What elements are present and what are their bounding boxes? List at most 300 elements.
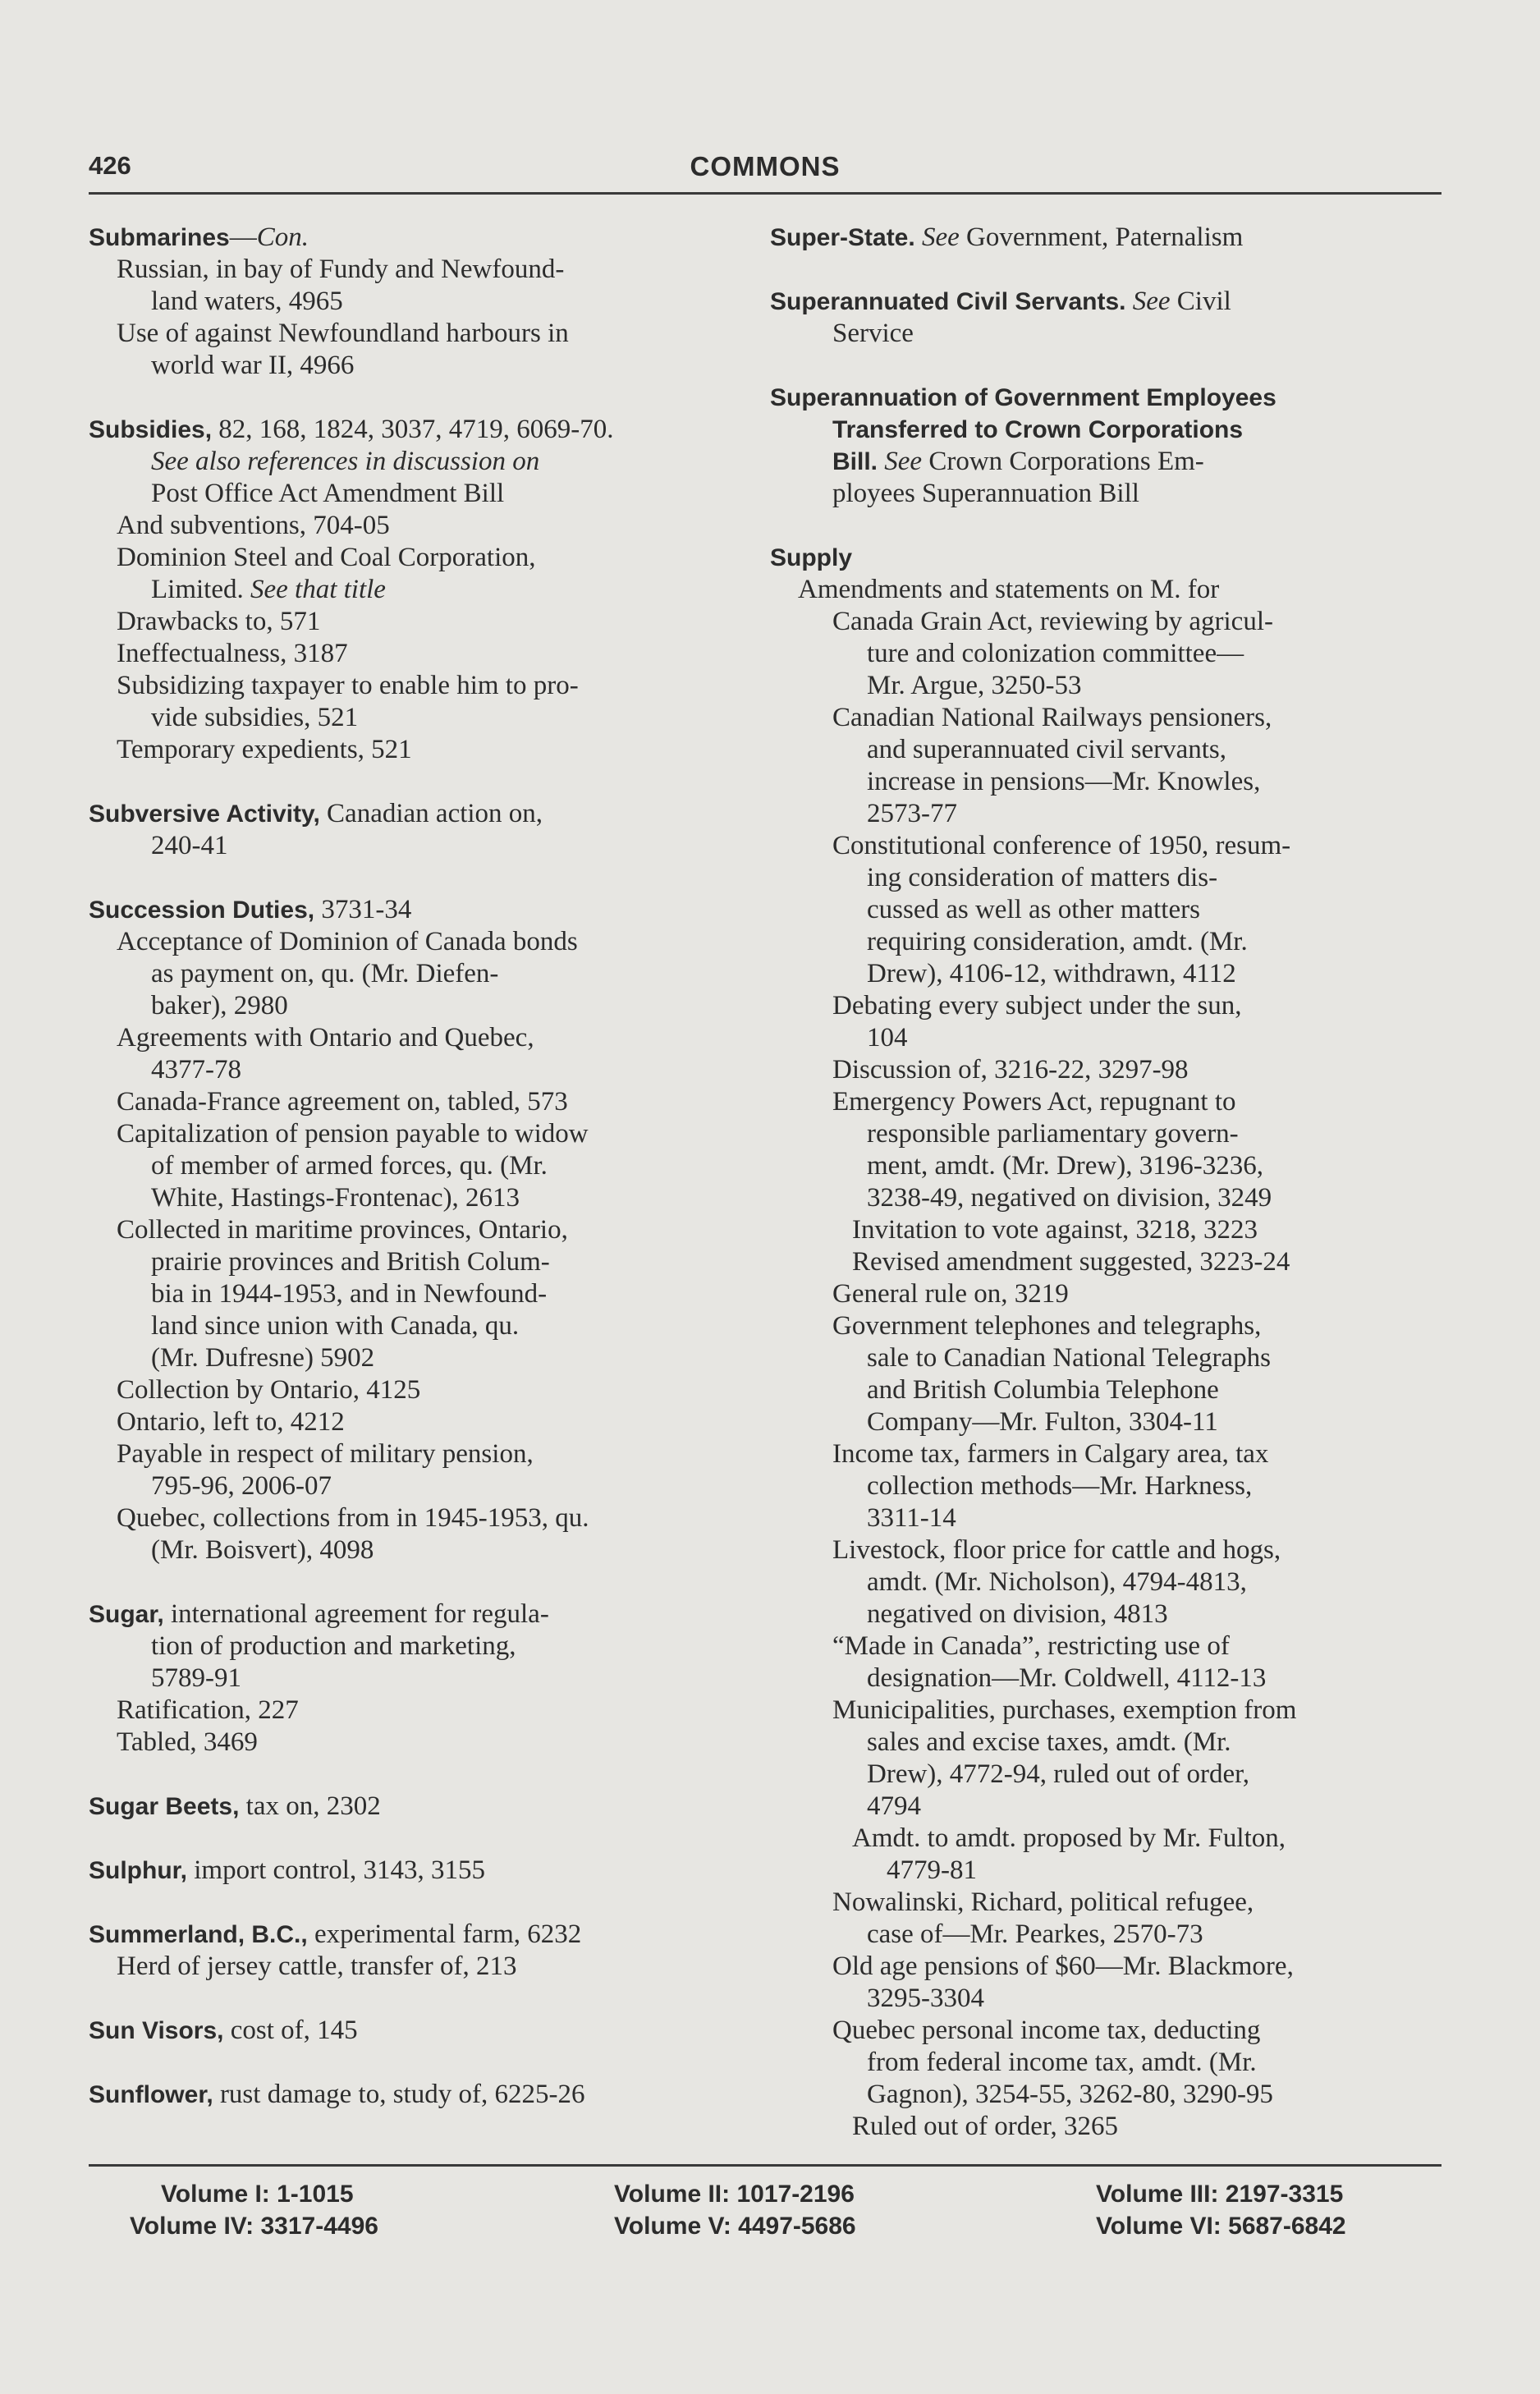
- entry-text: 240-41: [151, 831, 228, 860]
- entry-text: requiring consideration, amdt. (Mr.: [867, 927, 1248, 956]
- entry-spacer: [89, 766, 752, 798]
- entry-text: increase in pensions—Mr. Knowles,: [867, 767, 1261, 796]
- entry-text: Amdt. to amdt. proposed by Mr. Fulton,: [852, 1823, 1286, 1853]
- index-subentry: [117, 1374, 752, 1406]
- entry-line: [867, 1791, 1441, 1823]
- entry-line: [117, 254, 752, 286]
- entry-text: sale to Canadian National Telegraphs: [867, 1343, 1271, 1373]
- index-subentry: [117, 1695, 752, 1727]
- entry-text: 2573-77: [867, 799, 957, 828]
- entry-line: [117, 318, 752, 350]
- entry-line: [151, 1310, 752, 1342]
- entry-line: [117, 606, 752, 638]
- index-subentry: [117, 1086, 752, 1118]
- entry-spacer: [89, 1887, 752, 1919]
- entry-text: Constitutional conference of 1950, resum-: [832, 831, 1291, 860]
- index-subentry: [832, 2015, 1441, 2111]
- entry-text: sales and excise taxes, amdt. (Mr.: [867, 1727, 1231, 1757]
- entry-line: [867, 766, 1441, 798]
- entry-spacer: [89, 1759, 752, 1791]
- entry-text: Gagnon), 3254-55, 3262-80, 3290-95: [867, 2080, 1273, 2109]
- entry-text: land since union with Canada, qu.: [151, 1311, 520, 1341]
- volume-label: Volume III: 2197-3315: [1096, 2181, 1344, 2208]
- entry-heading: Superannuation of Government Employees: [770, 384, 1276, 411]
- entry-line: [89, 2079, 752, 2111]
- entry-line: [151, 702, 752, 734]
- index-column-right: [770, 222, 1441, 2143]
- index-heading-entry: [770, 382, 1441, 510]
- entry-text: international agreement for regula-: [163, 1599, 549, 1629]
- entry-text: [1125, 287, 1132, 316]
- entry-text: 4377-78: [151, 1055, 241, 1085]
- entry-line: [867, 1182, 1441, 1214]
- entry-text: Quebec personal income tax, deducting: [832, 2016, 1261, 2045]
- entry-text: Service: [832, 319, 914, 348]
- entry-text: amdt. (Mr. Nicholson), 4794-4813,: [867, 1567, 1247, 1597]
- index-heading-entry: [89, 2015, 752, 2047]
- entry-text: Discussion of, 3216-22, 3297-98: [832, 1055, 1189, 1085]
- entry-text: Government, Paternalism: [959, 222, 1244, 252]
- entry-heading: Submarines: [89, 224, 230, 251]
- entry-line: [151, 350, 752, 382]
- entry-line: [151, 1278, 752, 1310]
- index-subentry: [117, 1406, 752, 1438]
- entry-text: designation—Mr. Coldwell, 4112-13: [867, 1663, 1267, 1693]
- entry-line: [867, 1727, 1441, 1759]
- entry-line: [832, 1534, 1441, 1566]
- entry-spacer: [89, 2047, 752, 2079]
- entry-line: [867, 1662, 1441, 1695]
- entry-heading: Supply: [770, 544, 853, 571]
- entry-line: [867, 1022, 1441, 1054]
- entry-line: [117, 1214, 752, 1246]
- entry-text: and British Columbia Telephone: [867, 1375, 1219, 1405]
- entry-line: [151, 1534, 752, 1566]
- entry-line: [867, 638, 1441, 670]
- index-subentry: [832, 1887, 1441, 1951]
- entry-line: [151, 446, 752, 478]
- entry-spacer: [89, 1983, 752, 2015]
- entry-text: 5789-91: [151, 1663, 241, 1693]
- entry-line: [151, 1150, 752, 1182]
- entry-line: [867, 1118, 1441, 1150]
- entry-text: Collected in maritime provinces, Ontario,: [117, 1215, 568, 1245]
- index-subentry: [832, 1695, 1441, 1823]
- entry-line: [832, 2015, 1441, 2047]
- entry-heading: Sugar,: [89, 1601, 164, 1628]
- entry-text: baker), 2980: [151, 991, 288, 1020]
- entry-line: [117, 1502, 752, 1534]
- page-number: 426: [89, 151, 131, 180]
- entry-line: [867, 1406, 1441, 1438]
- entry-line: [832, 1951, 1441, 1983]
- index-subentry: [117, 638, 752, 670]
- entry-spacer: [89, 862, 752, 894]
- entry-line: [887, 1855, 1441, 1887]
- index-subentry: [117, 1118, 752, 1214]
- index-column-left: [89, 222, 752, 2111]
- entry-text: Government telephones and telegraphs,: [832, 1311, 1262, 1341]
- index-heading-entry: [89, 1598, 752, 1695]
- entry-line: [89, 414, 752, 446]
- index-subentry: [117, 926, 752, 1022]
- index-subentry: [832, 1054, 1441, 1086]
- entry-text: Russian, in bay of Fundy and Newfound-: [117, 255, 565, 284]
- entry-heading: Summerland, B.C.,: [89, 1921, 308, 1948]
- entry-line: [867, 1919, 1441, 1951]
- entry-text: General rule on, 3219: [832, 1279, 1069, 1309]
- entry-line: [89, 1919, 752, 1951]
- entry-text: Subsidizing taxpayer to enable him to pro-: [117, 671, 579, 700]
- entry-text: cussed as well as other matters: [867, 895, 1200, 924]
- entry-text: Capitalization of pension payable to widow: [117, 1119, 589, 1149]
- entry-text: [915, 222, 922, 252]
- entry-spacer: [770, 510, 1441, 542]
- entry-line: [867, 1566, 1441, 1598]
- entry-line: [867, 862, 1441, 894]
- entry-text: 3731-34: [314, 895, 412, 924]
- entry-line: [832, 1054, 1441, 1086]
- entry-text: And subventions, 704-05: [117, 511, 390, 540]
- entry-line: [867, 670, 1441, 702]
- entry-line: [867, 2047, 1441, 2079]
- entry-heading: Super-State.: [770, 224, 915, 251]
- entry-spacer: [89, 1566, 752, 1598]
- cross-reference: See: [921, 222, 960, 252]
- entry-text: Post Office Act Amendment Bill: [151, 479, 505, 508]
- entry-text: Ruled out of order, 3265: [852, 2112, 1119, 2141]
- index-subentry: [117, 542, 752, 606]
- entry-text: Mr. Argue, 3250-53: [867, 671, 1082, 700]
- running-head: COMMONS: [690, 151, 841, 181]
- entry-text: world war II, 4966: [151, 351, 355, 380]
- index-subentry: [117, 1727, 752, 1759]
- entry-text: Canada-France agreement on, tabled, 573: [117, 1087, 568, 1117]
- cross-reference: See also references in discussion on: [151, 447, 540, 476]
- index-subentry: [832, 606, 1441, 702]
- entry-text: 82, 168, 1824, 3037, 4719, 6069-70.: [212, 415, 614, 444]
- index-subentry: [832, 1086, 1441, 1214]
- entry-line: [832, 702, 1441, 734]
- entry-text: 4779-81: [887, 1855, 977, 1885]
- entry-text: negatived on division, 4813: [867, 1599, 1168, 1629]
- entry-line: [832, 1695, 1441, 1727]
- entry-line: [151, 990, 752, 1022]
- entry-text: Collection by Ontario, 4125: [117, 1375, 421, 1405]
- entry-text: Municipalities, purchases, exemption from: [832, 1695, 1297, 1725]
- entry-text: Tabled, 3469: [117, 1727, 258, 1757]
- entry-line: [867, 894, 1441, 926]
- index-subentry: [117, 606, 752, 638]
- entry-line: [117, 1374, 752, 1406]
- index-heading-entry: [89, 2079, 752, 2111]
- entry-text: ment, amdt. (Mr. Drew), 3196-3236,: [867, 1151, 1263, 1181]
- volume-label: Volume II: 1017-2196: [614, 2181, 855, 2208]
- index-heading-entry: [770, 286, 1441, 350]
- entry-spacer: [89, 1823, 752, 1855]
- entry-line: [832, 478, 1441, 510]
- index-heading-entry: [89, 1919, 752, 1951]
- entry-line: [832, 1086, 1441, 1118]
- entry-text: 3238-49, negatived on division, 3249: [867, 1183, 1272, 1213]
- cross-reference: See that title: [250, 575, 386, 604]
- entry-line: [89, 1791, 752, 1823]
- entry-text: import control, 3143, 3155: [187, 1855, 485, 1885]
- entry-line: [867, 1502, 1441, 1534]
- index-subentry: [117, 254, 752, 318]
- entry-line: [832, 446, 1441, 478]
- entry-line: [867, 1342, 1441, 1374]
- index-subentry: [852, 1823, 1441, 1887]
- index-heading-entry: [89, 222, 752, 254]
- entry-line: [151, 830, 752, 862]
- index-heading-entry: [770, 222, 1441, 254]
- entry-line: [867, 1598, 1441, 1630]
- entry-spacer: [770, 350, 1441, 382]
- index-subentry: [832, 1278, 1441, 1310]
- entry-line: [852, 1823, 1441, 1855]
- entry-text: Drew), 4772-94, ruled out of order,: [867, 1759, 1250, 1789]
- entry-line: [117, 1951, 752, 1983]
- entry-line: [151, 286, 752, 318]
- entry-line: [117, 1086, 752, 1118]
- entry-text: bia in 1944-1953, and in Newfound-: [151, 1279, 548, 1309]
- entry-text: “Made in Canada”, restricting use of: [832, 1631, 1230, 1661]
- entry-text: Temporary expedients, 521: [117, 735, 412, 764]
- entry-text: as payment on, qu. (Mr. Diefen-: [151, 959, 499, 988]
- entry-line: [151, 1662, 752, 1695]
- entry-text: Canadian National Railways pensioners,: [832, 703, 1272, 732]
- volume-label: Volume I: 1-1015: [161, 2181, 354, 2208]
- entry-text: prairie provinces and British Colum-: [151, 1247, 550, 1277]
- entry-heading: Sugar Beets,: [89, 1793, 240, 1820]
- index-heading-entry: [89, 894, 752, 926]
- entry-line: [117, 1727, 752, 1759]
- entry-text: Use of against Newfoundland harbours in: [117, 319, 569, 348]
- entry-heading: Sunflower,: [89, 2081, 213, 2108]
- entry-text: ployees Superannuation Bill: [832, 479, 1139, 508]
- entry-line: [867, 958, 1441, 990]
- entry-line: [151, 958, 752, 990]
- entry-line: [832, 1278, 1441, 1310]
- entry-text: experimental farm, 6232: [307, 1919, 582, 1949]
- entry-line: [867, 1470, 1441, 1502]
- entry-line: [832, 1310, 1441, 1342]
- entry-line: [117, 1022, 752, 1054]
- entry-text: responsible parliamentary govern-: [867, 1119, 1239, 1149]
- entry-text: cost of, 145: [223, 2016, 358, 2045]
- entry-text: Ratification, 227: [117, 1695, 299, 1725]
- entry-text: (Mr. Boisvert), 4098: [151, 1535, 374, 1565]
- index-heading-entry: [770, 542, 1441, 574]
- index-heading-entry: [89, 414, 752, 510]
- entry-line: [117, 638, 752, 670]
- entry-text: Herd of jersey cattle, transfer of, 213: [117, 1951, 517, 1981]
- index-subentry: [832, 830, 1441, 990]
- cross-reference: See: [884, 447, 923, 476]
- index-subentry: [117, 318, 752, 382]
- entry-line: [798, 574, 1441, 606]
- entry-text: ing consideration of matters dis-: [867, 863, 1218, 892]
- entry-text: ture and colonization committee—: [867, 639, 1244, 668]
- entry-line: [117, 670, 752, 702]
- entry-heading: Sun Visors,: [89, 2017, 224, 2044]
- entry-line: [117, 1438, 752, 1470]
- index-subentry: [832, 702, 1441, 830]
- entry-text: Drew), 4106-12, withdrawn, 4112: [867, 959, 1236, 988]
- entry-line: [832, 990, 1441, 1022]
- entry-line: [89, 1598, 752, 1630]
- entry-line: [867, 2079, 1441, 2111]
- entry-line: [832, 318, 1441, 350]
- entry-line: [852, 2111, 1441, 2143]
- entry-heading: Succession Duties,: [89, 897, 315, 924]
- volume-label: Volume IV: 3317-4496: [130, 2213, 378, 2240]
- entry-line: [117, 1695, 752, 1727]
- entry-text: Livestock, floor price for cattle and hogs,: [832, 1535, 1281, 1565]
- index-subentry: [117, 510, 752, 542]
- entry-heading: Subsidies,: [89, 416, 213, 443]
- entry-line: [770, 286, 1441, 318]
- entry-line: [151, 1470, 752, 1502]
- entry-text: Debating every subject under the sun,: [832, 991, 1242, 1020]
- page-header: [89, 151, 1441, 195]
- entry-heading: Subversive Activity,: [89, 800, 320, 828]
- entry-line: [832, 606, 1441, 638]
- entry-line: [867, 926, 1441, 958]
- entry-line: [867, 1983, 1441, 2015]
- entry-text: land waters, 4965: [151, 287, 343, 316]
- entry-text: Ineffectualness, 3187: [117, 639, 348, 668]
- entry-line: [89, 894, 752, 926]
- entry-text: —: [229, 222, 257, 252]
- index-subentry: [832, 1310, 1441, 1438]
- cross-reference: See: [1132, 287, 1171, 316]
- entry-text: Dominion Steel and Coal Corporation,: [117, 543, 536, 572]
- entry-text: Invitation to vote against, 3218, 3223: [852, 1215, 1258, 1245]
- entry-text: Ontario, left to, 4212: [117, 1407, 345, 1437]
- entry-line: [852, 1246, 1441, 1278]
- entry-text: collection methods—Mr. Harkness,: [867, 1471, 1253, 1501]
- entry-text: tion of production and marketing,: [151, 1631, 516, 1661]
- volume-label: Volume V: 4497-5686: [614, 2213, 856, 2240]
- entry-text: 3295-3304: [867, 1984, 984, 2013]
- entry-line: [117, 734, 752, 766]
- entry-text: Income tax, farmers in Calgary area, tax: [832, 1439, 1269, 1469]
- index-subentry: [117, 1951, 752, 1983]
- index-subentry: [832, 990, 1441, 1054]
- entry-line: [117, 510, 752, 542]
- entry-text: Acceptance of Dominion of Canada bonds: [117, 927, 578, 956]
- index-heading-entry: [89, 1791, 752, 1823]
- entry-line: [89, 2015, 752, 2047]
- entry-text: Old age pensions of $60—Mr. Blackmore,: [832, 1951, 1294, 1981]
- entry-text: Company—Mr. Fulton, 3304-11: [867, 1407, 1218, 1437]
- index-subentry: [117, 1502, 752, 1566]
- entry-text: tax on, 2302: [239, 1791, 381, 1821]
- entry-line: [852, 1214, 1441, 1246]
- entry-line: [867, 734, 1441, 766]
- index-subentry: [798, 574, 1441, 606]
- entry-spacer: [89, 382, 752, 414]
- entry-text: from federal income tax, amdt. (Mr.: [867, 2048, 1257, 2077]
- entry-text: Agreements with Ontario and Quebec,: [117, 1023, 534, 1053]
- entry-text: Emergency Powers Act, repugnant to: [832, 1087, 1236, 1117]
- entry-text: case of—Mr. Pearkes, 2570-73: [867, 1919, 1203, 1949]
- entry-text: White, Hastings-Frontenac), 2613: [151, 1183, 520, 1213]
- entry-line: [117, 1118, 752, 1150]
- entry-line: [832, 414, 1441, 446]
- entry-line: [151, 478, 752, 510]
- index-subentry: [117, 1214, 752, 1374]
- entry-line: [151, 1342, 752, 1374]
- index-subentry: [117, 1022, 752, 1086]
- entry-line: [151, 1630, 752, 1662]
- volume-label: Volume VI: 5687-6842: [1096, 2213, 1346, 2240]
- index-subentry: [117, 670, 752, 734]
- entry-heading: Superannuated Civil Servants.: [770, 288, 1126, 315]
- entry-line: [867, 1759, 1441, 1791]
- index-subentry: [852, 2111, 1441, 2143]
- index-heading-entry: [89, 1855, 752, 1887]
- entry-line: [89, 1855, 752, 1887]
- footer-rule: [89, 2164, 1441, 2167]
- entry-line: [832, 1438, 1441, 1470]
- entry-line: [867, 1150, 1441, 1182]
- entry-heading: Sulphur,: [89, 1857, 187, 1884]
- entry-line: [770, 542, 1441, 574]
- entry-spacer: [770, 254, 1441, 286]
- entry-line: [117, 926, 752, 958]
- entry-text: vide subsidies, 521: [151, 703, 359, 732]
- cross-reference: Con.: [256, 222, 309, 252]
- entry-text: Nowalinski, Richard, political refugee,: [832, 1887, 1254, 1917]
- entry-heading: Transferred to Crown Corporations: [832, 416, 1244, 443]
- index-subentry: [852, 1246, 1441, 1278]
- entry-text: Quebec, collections from in 1945-1953, qu.: [117, 1503, 589, 1533]
- entry-line: [832, 1887, 1441, 1919]
- entry-line: [867, 1374, 1441, 1406]
- index-subentry: [832, 1630, 1441, 1695]
- entry-text: 795-96, 2006-07: [151, 1471, 332, 1501]
- entry-text: Payable in respect of military pension,: [117, 1439, 534, 1469]
- entry-line: [832, 1630, 1441, 1662]
- entry-line: [89, 798, 752, 830]
- entry-text: and superannuated civil servants,: [867, 735, 1227, 764]
- entry-text: Canada Grain Act, reviewing by agricul-: [832, 607, 1273, 636]
- entry-text: Amendments and statements on M. for: [798, 575, 1220, 604]
- index-subentry: [832, 1438, 1441, 1534]
- entry-line: [117, 1406, 752, 1438]
- entry-text: Limited.: [151, 575, 250, 604]
- entry-text: rust damage to, study of, 6225-26: [213, 2080, 585, 2109]
- entry-text: (Mr. Dufresne) 5902: [151, 1343, 375, 1373]
- index-heading-entry: [89, 798, 752, 862]
- entry-text: Canadian action on,: [319, 799, 543, 828]
- entry-line: [151, 1182, 752, 1214]
- entry-text: Crown Corporations Em-: [922, 447, 1204, 476]
- entry-line: [770, 382, 1441, 414]
- index-subentry: [832, 1951, 1441, 2015]
- entry-line: [867, 798, 1441, 830]
- entry-text: Revised amendment suggested, 3223-24: [852, 1247, 1290, 1277]
- index-subentry: [852, 1214, 1441, 1246]
- index-subentry: [117, 1438, 752, 1502]
- entry-text: Civil: [1170, 287, 1231, 316]
- entry-text: of member of armed forces, qu. (Mr.: [151, 1151, 548, 1181]
- entry-line: [89, 222, 752, 254]
- index-subentry: [117, 734, 752, 766]
